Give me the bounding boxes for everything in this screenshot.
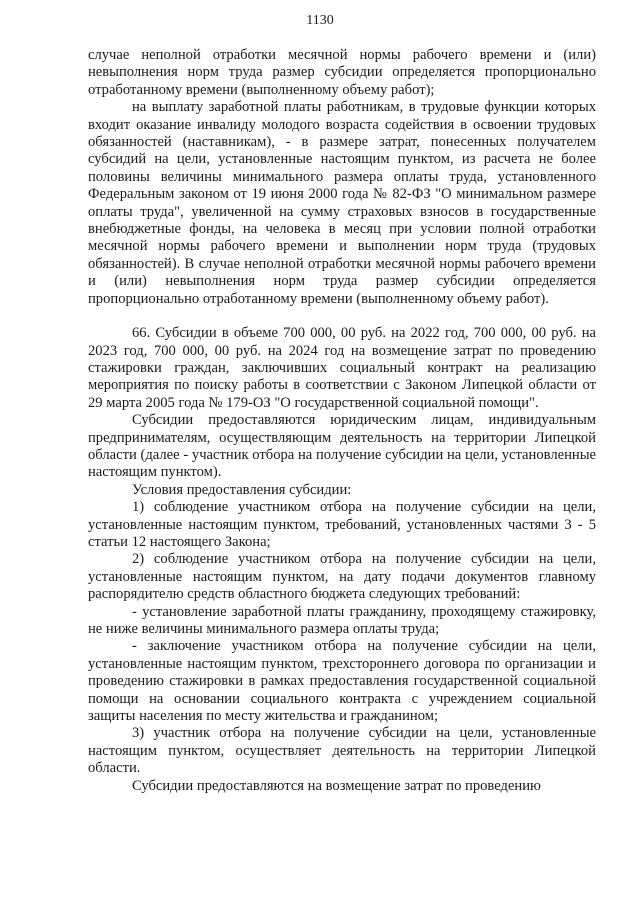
paragraph: - заключение участником отбора на получение субсидии на цели, установленные настоящим пунктом, трехстороннего договора по организации и проведению стажировки в рамках предоставления государственной социальной помощи на основании социального контракта с учреждением социальной защиты населения по месту жительства и гражданином; [88, 638, 596, 725]
document-body [88, 47, 596, 795]
paragraph: - установление заработной платы гражданину, проходящему стажировку, не ниже величины минимального размера оплаты труда; [88, 603, 596, 637]
paragraph: Условия предоставления субсидии: [132, 481, 352, 498]
page-number: 1130 [306, 13, 334, 28]
paragraph: на выплату заработной платы работникам, в трудовые функции которых входит оказание инвалиду молодого возраста содействия в освоении трудовых обязанностей (наставникам), - в размере затрат, понесенных получателем субсидий на цели, установленные настоящим пунктом, из расчета не более половины величины минимального размера оплаты труда, установленного Федеральным законом от 19 июня 2000 года № 82-ФЗ "О минимальном размере оплаты труда", увеличенной на сумму страховых взносов в государственные внебюджетные фонды, на человека в месяц при условии полной отработки месячной нормы рабочего времени и выполнении норм труда (трудовых обязанностей). В случае неполной отработки месячной нормы рабочего времени и (или) невыполнения норм труда размер субсидии определяется пропорционально отработанному времени (выполненному объему работ). [88, 99, 596, 307]
paragraph: Субсидии предоставляются юридическим лицам, индивидуальным предпринимателям, осуществляющим деятельность на территории Липецкой области (далее - участник отбора на получение субсидии на цели, установленные настоящим пунктом). [88, 412, 596, 481]
paragraph: 3) участник отбора на получение субсидии на цели, установленные настоящим пунктом, осуществляет деятельность на территории Липецкой области. [88, 725, 596, 777]
paragraph: 2) соблюдение участником отбора на получение субсидии на цели, установленные настоящим пунктом, на дату подачи документов главному распорядителю средств областного бюджета следующих требований: [88, 551, 596, 603]
paragraph: 66. Субсидии в объеме 700 000, 00 руб. на 2022 год, 700 000, 00 руб. на 2023 год, 700 000, 00 руб. на 2024 год на возмещение затрат по проведению стажировки граждан, заключивших социальный контракт на реализацию мероприятия по поиску работы в соответствии с Законом Липецкой области от 29 марта 2005 года № 179-ОЗ "О государственной социальной помощи". [88, 325, 596, 411]
paragraph: Субсидии предоставляются на возмещение затрат по проведению [132, 777, 541, 794]
paragraph: 1) соблюдение участником отбора на получение субсидии на цели, установленные настоящим пунктом, требований, установленных частями 3 - 5 статьи 12 настоящего Закона; [88, 499, 596, 550]
paragraph: случае неполной отработки месячной нормы рабочего времени и (или) невыполнения норм труда размер субсидии определяется пропорционально отработанному времени (выполненному объему работ); [88, 47, 596, 98]
